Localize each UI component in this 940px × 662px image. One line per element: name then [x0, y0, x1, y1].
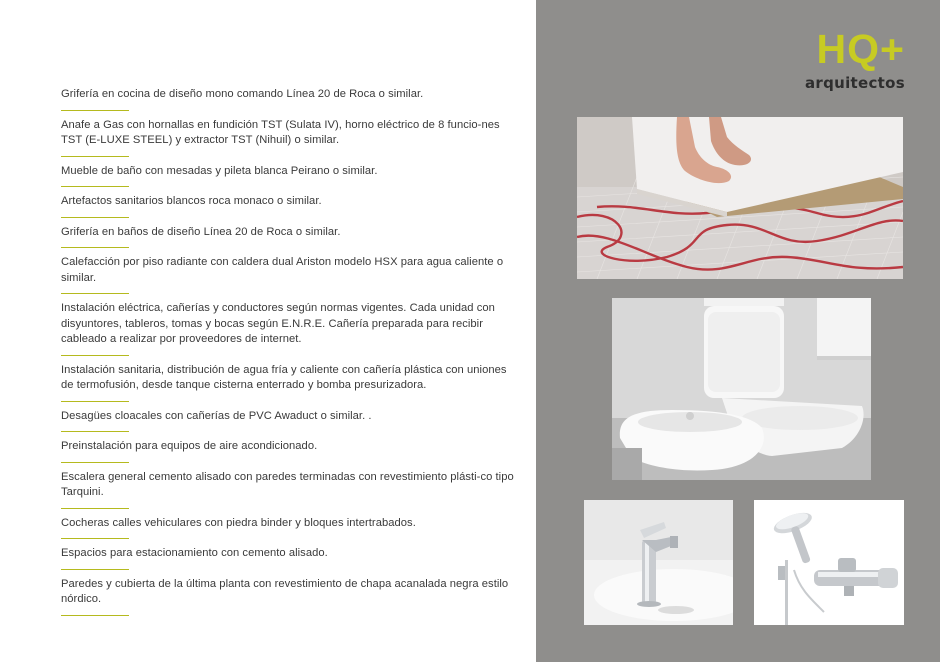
spec-item: Mueble de baño con mesadas y pileta blanca Peirano o similar. [61, 164, 521, 188]
spec-item: Paredes y cubierta de la última planta con revestimiento de chapa acanalada negra estilo nórdico. [61, 577, 521, 616]
spec-item: Instalación eléctrica, cañerías y conductores según normas vigentes. Cada unidad con disyuntores, tableros, tomas y bocas según E.N.R.E. Cañería preparada para recibir cableado a realizar por proveedores de internet. [61, 301, 521, 356]
spec-list [61, 87, 521, 623]
spec-item: Grifería en baños de diseño Línea 20 de Roca o similar. [61, 225, 521, 249]
spec-item: Artefactos sanitarios blancos roca monaco o similar. [61, 194, 521, 218]
spec-item: Grifería en cocina de diseño mono comando Línea 20 de Roca o similar. [61, 87, 521, 111]
sanitary-fixtures-photo [612, 298, 871, 480]
logo-mark: HQ+ [816, 26, 905, 72]
spec-item: Desagües cloacales con cañerías de PVC Awaduct o similar. . [61, 409, 521, 433]
spec-item: Espacios para estacionamiento con cemento alisado. [61, 546, 521, 570]
spec-item: Calefacción por piso radiante con caldera dual Ariston modelo HSX para agua caliente o similar. [61, 255, 521, 294]
spec-item: Cocheras calles vehiculares con piedra binder y bloques intertrabados. [61, 516, 521, 540]
logo-name: arquitectos [804, 74, 905, 92]
spec-item: Anafe a Gas con hornallas en fundición TST (Sulata IV), horno eléctrico de 8 funcio-nes TST (E-LUXE STEEL) y extractor TST (Nihuil) o similar. [61, 118, 521, 157]
faucet-photo [584, 500, 733, 625]
floor-heating-photo [577, 117, 903, 279]
spec-item: Preinstalación para equipos de aire acondicionado. [61, 439, 521, 463]
spec-item: Instalación sanitaria, distribución de agua fría y caliente con cañería plástica con uniones de termofusión, desde tanque cisterna enterrado y bomba presurizadora. [61, 363, 521, 402]
shower-set-photo [754, 500, 904, 625]
spec-item: Escalera general cemento alisado con paredes terminadas con revestimiento plásti-co tipo Tarquini. [61, 470, 521, 509]
company-logo [805, 28, 905, 92]
